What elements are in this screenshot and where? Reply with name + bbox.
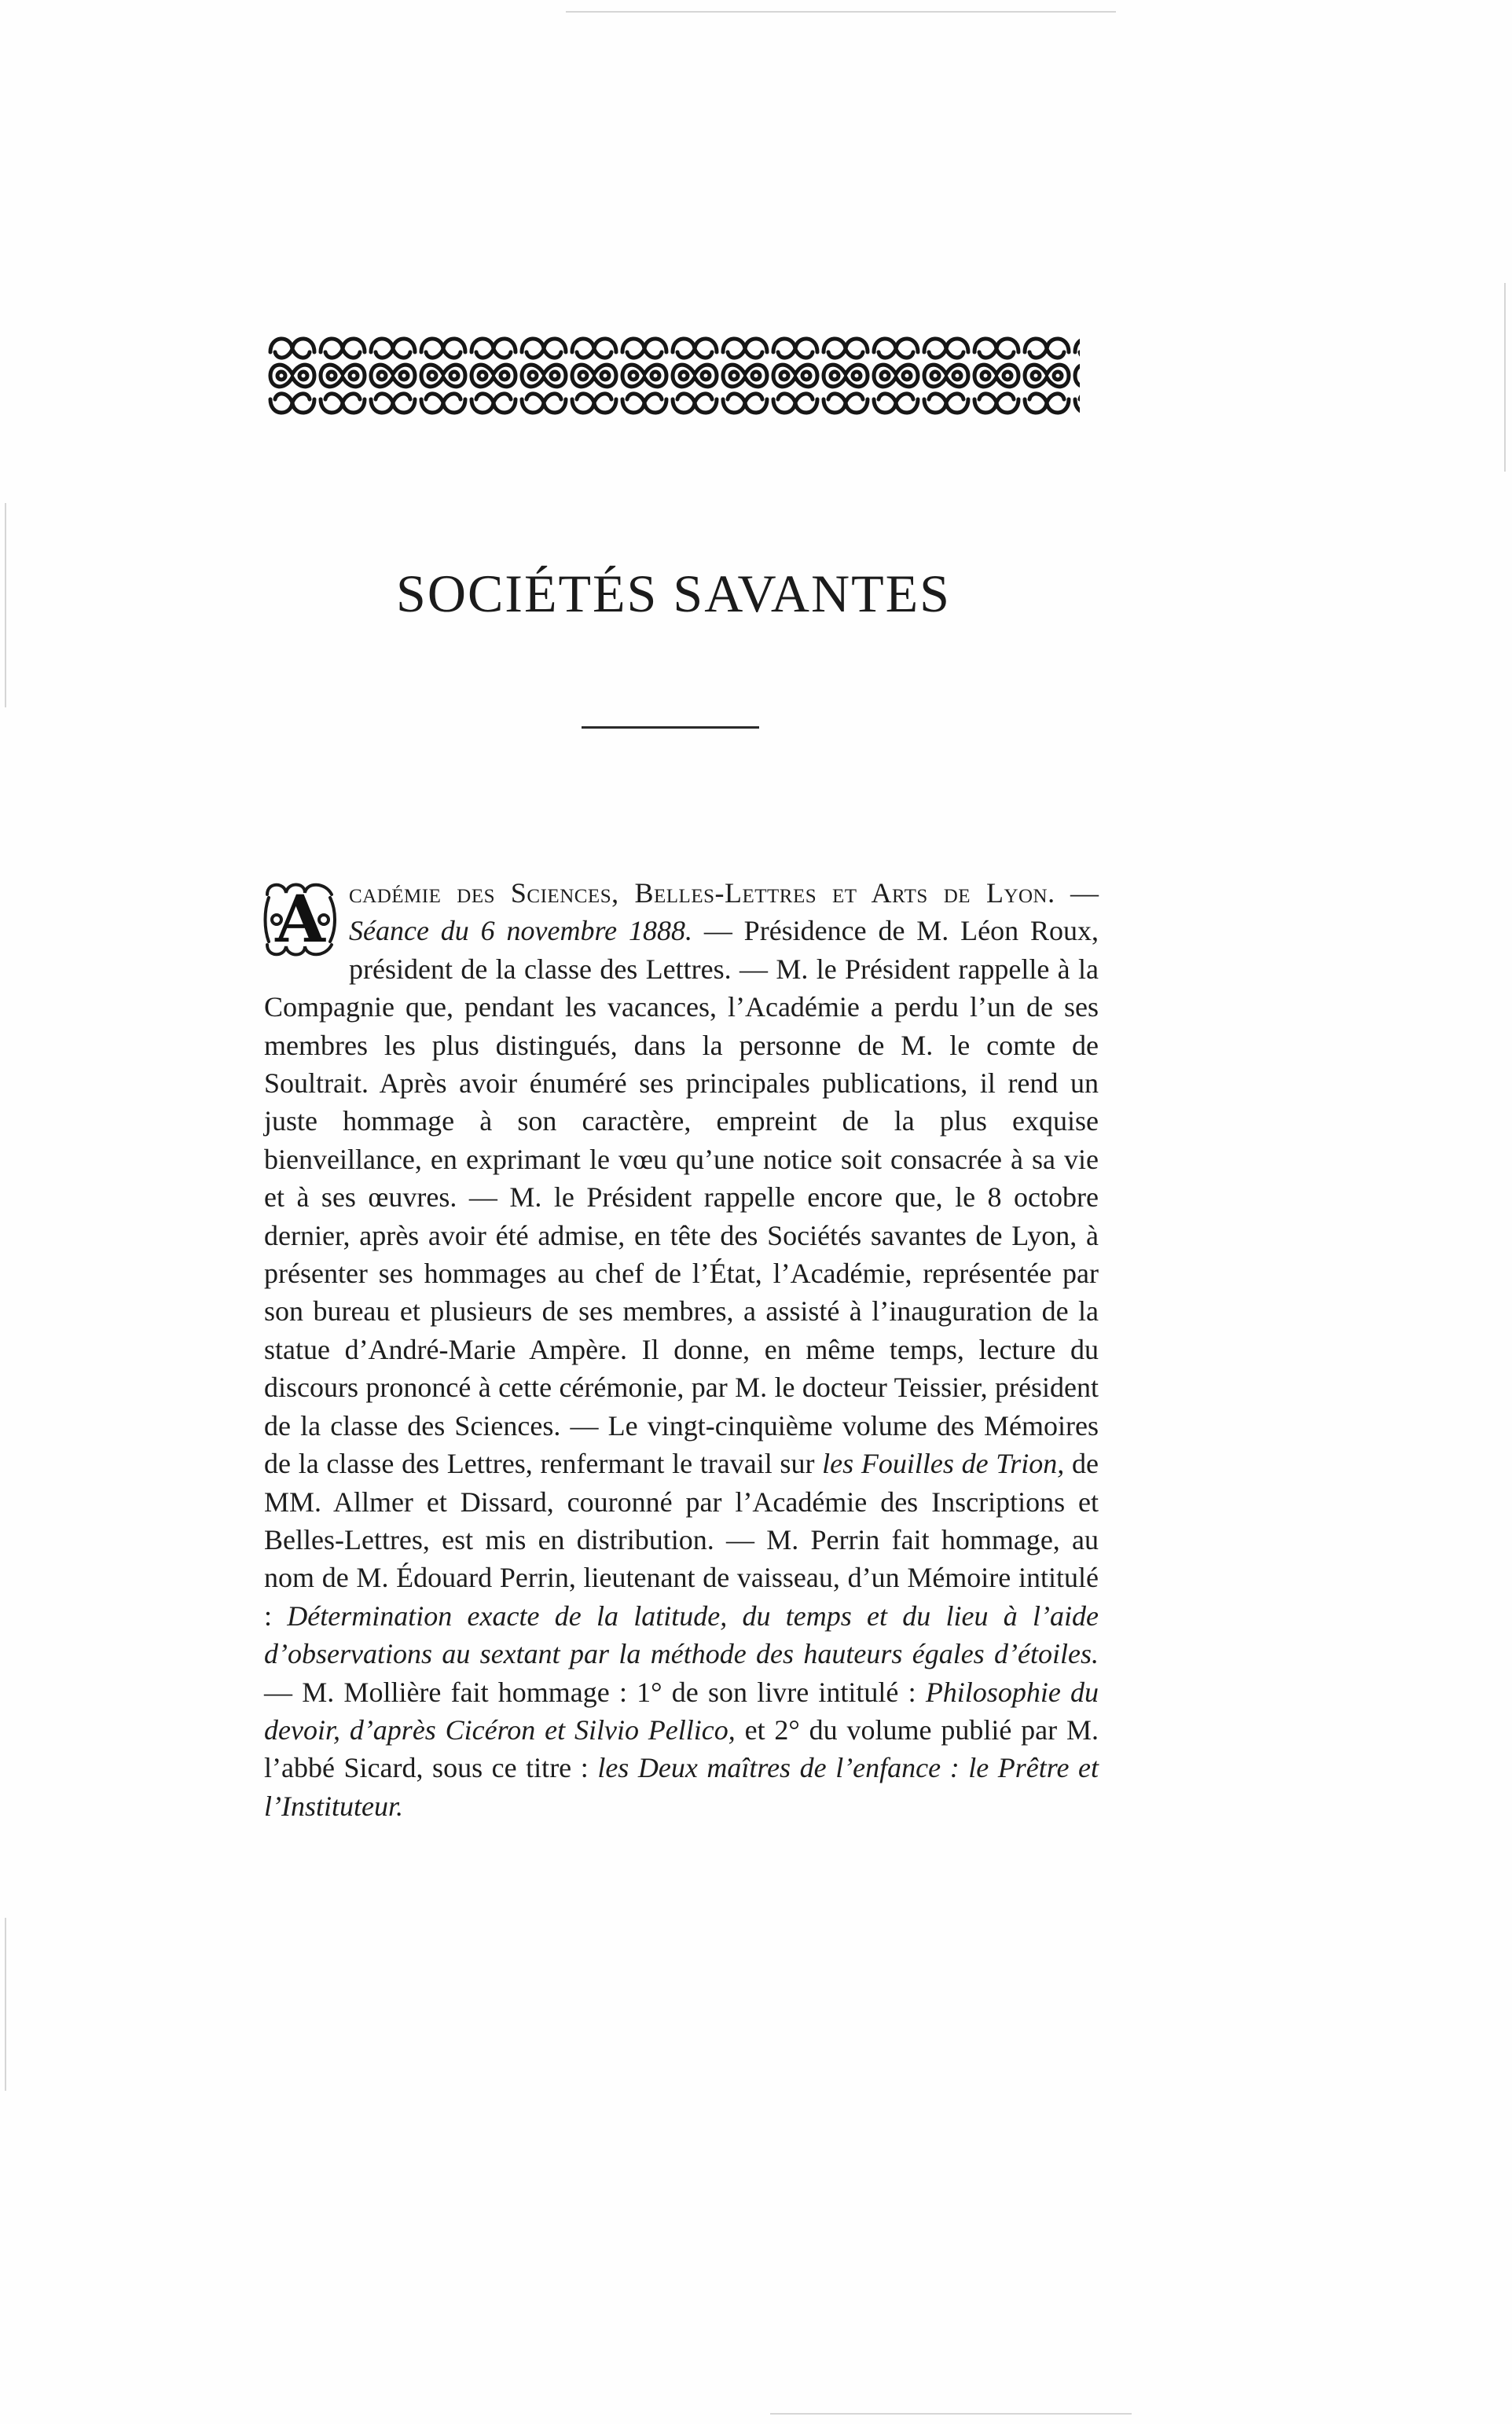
paragraph-part-2: de MM. Allmer et Dissard, couronné par l’Académie des Inscriptions et Belles-Lettres, est mis en distribution. — M. Perrin fait hommage, au nom de M. Édouard Perrin, lieutenant de vaisseau, d’un Mémoire intitulé :: [264, 1448, 1099, 1632]
scan-edge-left: [5, 503, 6, 707]
ornament-band-icon: [267, 329, 1080, 421]
scan-edge-top: [566, 11, 1116, 13]
title-determination: Détermination exacte de la latitude, du temps et du lieu à l’aide d’observations au sextant par la méthode des hauteurs égales d’étoiles.: [264, 1599, 1099, 1670]
paragraph-part-3: — M. Mollière fait hommage : 1° de son livre intitulé :: [264, 1676, 926, 1708]
dropcap: [262, 879, 338, 960]
heading-dash: —: [1055, 877, 1099, 909]
page-title: SOCIÉTÉS SAVANTES: [396, 564, 951, 623]
title-philosophie: Philosophie du devoir, d’après Cicéron et Silvio Pellico,: [264, 1676, 1099, 1746]
paragraph-part-4: et 2° du volume publié par M. l’abbé Sicard, sous ce titre :: [264, 1713, 1099, 1784]
title-fouilles: les Fouilles de Trion,: [822, 1448, 1065, 1480]
paragraph-part-1: — Présidence de M. Léon Roux, président de la classe des Lettres. — M. le Président rappelle à la Compagnie que, pendant les vacances, l’Académie a perdu l’un de ses membres les plus distingués, dans la personne de M. le comte de Soultrait. Après avoir énuméré ses principales publications, il rend un juste hommage à son caractère, empreint de la plus exquise bienveillance, en exprimant le vœu qu’une notice soit consacrée à sa vie et à ses œuvres. — M. le Président rappelle encore que, le 8 octobre dernier, après avoir été admise, en tête des Sociétés savantes de Lyon, à présenter ses hommages au chef de l’État, l’Académie, représentée par son bureau et plusieurs de ses membres, a assisté à l’inauguration de la statue d’André-Marie Ampère. Il donne, en même temps, lecture du discours prononcé à cette cérémonie, par M. le docteur Teissier, président de la classe des Sciences. — Le vingt-cinquième volume des Mémoires de la classe des Lettres, renfermant le travail sur: [264, 915, 1099, 1480]
dropcap-letter: A: [275, 882, 325, 957]
seance-date: Séance du 6 novembre 1888.: [349, 915, 692, 947]
scan-edge-bottom: [770, 2413, 1132, 2415]
scan-edge-left-lower: [5, 1918, 6, 2091]
article-heading: cadémie des Sciences, Belles-Lettres et Arts de Lyon.: [349, 877, 1055, 909]
article-body: [264, 874, 1099, 1825]
title-deux-maitres: les Deux maîtres de l’enfance : le Prêtre et l’Instituteur.: [264, 1752, 1099, 1822]
title-rule: [582, 726, 759, 729]
scan-edge-right: [1504, 283, 1506, 472]
